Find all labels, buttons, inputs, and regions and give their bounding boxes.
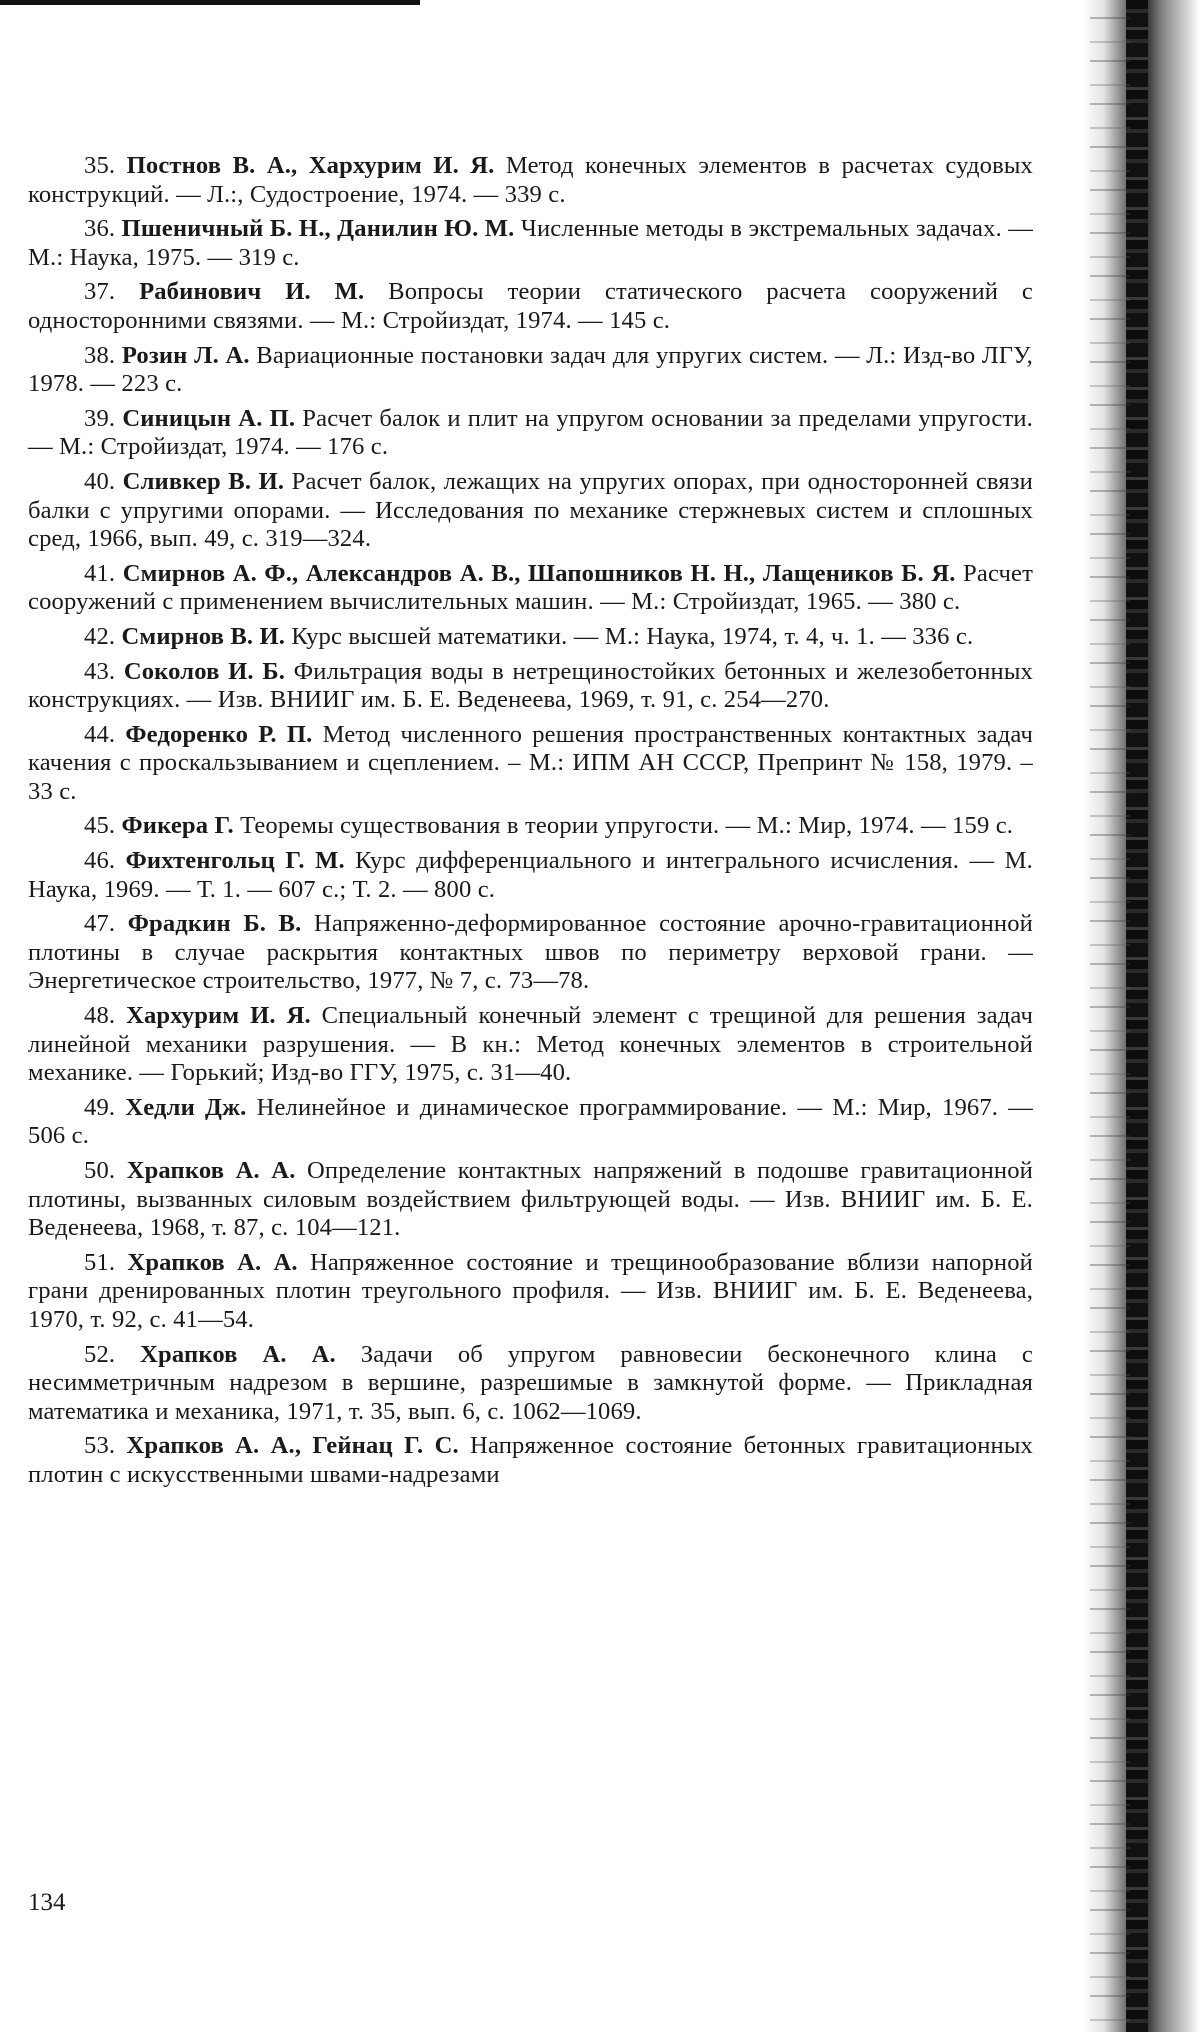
entry-author: Сливкер В. И. (122, 467, 285, 495)
bibliography-entry-45: 45. Фикера Г. Теоремы существования в теории упругости. — М.: Мир, 1974. — 159 с. (84, 812, 1014, 840)
bibliography-entry-52: 52. Храпков А. А. Задачи об упругом равновесии бесконечного клина с несимметричным надрезом в вершине, разрешимые в замкнутой форме. — Прикладная математика и механика, 1971, т. 35, вып. 6, с. 1062—1069. (28, 1340, 1033, 1425)
bibliography-entry-48: 48. Хархурим И. Я. Специальный конечный элемент с трещиной для решения задач линейной механики разрушения. — В кн.: Метод конечных элементов в строительной механике. — Горький; Изд-во ГГУ, 1975, с. 31—40. (28, 1002, 1033, 1087)
bibliography-entry-42: 42. Смирнов В. И. Курс высшей математики. — М.: Наука, 1974, т. 4, ч. 1. — 336 с. (84, 622, 974, 650)
entry-author: Храпков А. А. (126, 1157, 296, 1184)
entry-text: Расчет балок и плит на упругом основании за пределами упругости. — М.: Стройиздат, 1974. — 176 с. (28, 404, 1033, 461)
entry-author: Храпков А. А. (127, 1248, 298, 1276)
entry-text: Специальный конечный элемент с трещиной для решения задач линейной механики разрушения. — В кн.: Метод конечных элементов в строительной механике. — Горький; Изд-во ГГУ, 1975, с. 31—40. (28, 1002, 1033, 1087)
entry-text: Вопросы теории статического расчета сооружений с односторонними связями. — М.: Стройиздат, 1974. — 145 с. (28, 278, 1033, 334)
bibliography-entry-53: 53. Храпков А. А., Гейнац Г. С. Напряженное состояние бетонных гравитационных плотин с искусственными швами-надрезами (28, 1432, 1033, 1488)
entry-text: Нелинейное и динамическое программирование. — М.: Мир, 1967. — 506 с. (28, 1093, 1033, 1150)
entry-text: Напряженно-деформированное состояние арочно-гравитационной плотины в случае раскрытия контактных швов по периметру верховой грани. — Энергетическое строительство, 1977, № 7, с. 73—78. (28, 910, 1033, 995)
entry-text: Курс дифференциального и интегрального исчисления. — М. Наука, 1969. — Т. 1. — 607 с.; Т. 2. — 800 с. (28, 847, 1033, 903)
entry-text: Численные методы в экстремальных задачах. — М.: Наука, 1975. — 319 с. (28, 215, 1033, 271)
bibliography-entry-36: 36. Пшеничный Б. Н., Данилин Ю. М. Численные методы в экстремальных задачах. — М.: Наука, 1975. — 319 с. (28, 215, 1033, 271)
entry-author: Смирнов А. Ф., Александров А. В., Шапошников Н. Н., Лащеников Б. Я. (122, 559, 956, 587)
entry-text: Расчет сооружений с применением вычислительных машин. — М.: Стройиздат, 1965. — 380 с. (28, 559, 1033, 616)
bibliography-entry-50: 50. Храпков А. А. Определение контактных напряжений в подошве гравитационной плотины, вызванных силовым воздействием фильтрующей воды. — Изв. ВНИИГ им. Б. Е. Веденеева, 1968, т. 87, с. 104—121. (28, 1157, 1033, 1242)
entry-author: Фикера Г. (121, 812, 234, 840)
entry-text: Определение контактных напряжений в подошве гравитационной плотины, вызванных силовым воздействием фильтрующей воды. — Изв. ВНИИГ им. Б. Е. Веденеева, 1968, т. 87, с. 104—121. (28, 1157, 1033, 1242)
bibliography-entry-43: 43. Соколов И. Б. Фильтрация воды в нетрещиностойких бетонных и железобетонных конструкциях. — Изв. ВНИИГ им. Б. Е. Веденеева, 1969, т. 91, с. 254—270. (28, 657, 1033, 714)
bibliography-entry-46: 46. Фихтенгольц Г. М. Курс дифференциального и интегрального исчисления. — М. Наука, 1969. — Т. 1. — 607 с.; Т. 2. — 800 с. (28, 847, 1033, 903)
entry-text: Фильтрация воды в нетрещиностойких бетонных и железобетонных конструкциях. — Изв. ВНИИГ им. Б. Е. Веденеева, 1969, т. 91, с. 254—270. (28, 657, 1033, 714)
entry-author: Розин Л. А. (121, 341, 250, 369)
bibliography-entry-49: 49. Хедли Дж. Нелинейное и динамическое программирование. — М.: Мир, 1967. — 506 с. (28, 1093, 1033, 1150)
entry-author: Пшеничный Б. Н., Данилин Ю. М. (121, 215, 515, 243)
page-number: 134 (28, 1889, 66, 1916)
bibliography-list (28, 152, 1033, 1496)
entry-author: Синицын А. П. (122, 404, 296, 432)
entry-author: Храпков А. А. (140, 1340, 336, 1368)
entry-author: Фрадкин Б. В. (127, 910, 302, 938)
entry-text: Задачи об упругом равновесии бесконечного клина с несимметричным надрезом в вершине, разрешимые в замкнутой форме. — Прикладная математика и механика, 1971, т. 35, вып. 6, с. 1062—1069. (28, 1340, 1033, 1425)
entry-author: Смирнов В. И. (121, 622, 286, 650)
scan-binding-edge (1082, 0, 1200, 2032)
entry-author: Соколов И. Б. (123, 657, 286, 685)
bibliography-entry-38: 38. Розин Л. А. Вариационные постановки задач для упругих систем. — Л.: Изд-во ЛГУ, 1978. — 223 с. (28, 341, 1033, 398)
bibliography-entry-47: 47. Фрадкин Б. В. Напряженно-деформированное состояние арочно-гравитационной плотины в случае раскрытия контактных швов по периметру верховой грани. — Энергетическое строительство, 1977, № 7, с. 73—78. (28, 910, 1033, 995)
bibliography-entry-51: 51. Храпков А. А. Напряженное состояние и трещинообразование вблизи напорной грани дренированных плотин треугольного профиля. — Изв. ВНИИГ им. Б. Е. Веденеева, 1970, т. 92, с. 41—54. (28, 1248, 1033, 1333)
entry-text: Метод конечных элементов в расчетах судовых конструкций. — Л.:, Судостроение, 1974. — 339 с. (28, 152, 1033, 208)
top-rule (0, 0, 420, 5)
entry-text: Расчет балок, лежащих на упругих опорах, при односторонней связи балки с упругими опорами. — Исследования по механике стержневых систем и сплошных сред, 1966, вып. 49, с. 319—324. (28, 467, 1033, 553)
entry-text: Вариационные постановки задач для упругих систем. — Л.: Изд-во ЛГУ, 1978. — 223 с. (28, 341, 1033, 398)
entry-text: Напряженное состояние и трещинообразование вблизи напорной грани дренированных плотин треугольного профиля. — Изв. ВНИИГ им. Б. Е. Веденеева, 1970, т. 92, с. 41—54. (28, 1248, 1033, 1333)
entry-author: Фихтенгольц Г. М. (125, 847, 345, 875)
entry-author: Храпков А. А., Гейнац Г. С. (126, 1432, 459, 1460)
bibliography-entry-40: 40. Сливкер В. И. Расчет балок, лежащих на упругих опорах, при односторонней связи балки с упругими опорами. — Исследования по механике стержневых систем и сплошных сред, 1966, вып. 49, с. 319—324. (28, 467, 1033, 553)
entry-text: Метод численного решения пространственных контактных задач качения с проскальзыванием и сцеплением. – М.: ИПМ АН СССР, Препринт № 158, 1979. – 33 с. (28, 720, 1033, 805)
entry-author: Постнов В. А., Хархурим И. Я. (126, 152, 495, 179)
entry-text: Курс высшей математики. — М.: Наука, 1974, т. 4, ч. 1. — 336 с. (291, 622, 974, 650)
entry-text: Напряженное состояние бетонных гравитационных плотин с искусственными швами-надрезами (28, 1432, 1033, 1488)
bibliography-entry-35: 35. Постнов В. А., Хархурим И. Я. Метод конечных элементов в расчетах судовых конструкций. — Л.:, Судостроение, 1974. — 339 с. (28, 152, 1033, 208)
entry-author: Рабинович И. М. (139, 278, 365, 306)
bibliography-entry-41: 41. Смирнов А. Ф., Александров А. В., Шапошников Н. Н., Лащеников Б. Я. Расчет сооружений с применением вычислительных машин. — М.: Стройиздат, 1965. — 380 с. (28, 559, 1033, 616)
bibliography-entry-44: 44. Федоренко Р. П. Метод численного решения пространственных контактных задач качения с проскальзыванием и сцеплением. – М.: ИПМ АН СССР, Препринт № 158, 1979. – 33 с. (28, 720, 1033, 805)
bibliography-entry-39: 39. Синицын А. П. Расчет балок и плит на упругом основании за пределами упругости. — М.: Стройиздат, 1974. — 176 с. (28, 404, 1033, 461)
entry-author: Федоренко Р. П. (125, 720, 313, 748)
bibliography-entry-37: 37. Рабинович И. М. Вопросы теории статического расчета сооружений с односторонними связями. — М.: Стройиздат, 1974. — 145 с. (28, 278, 1033, 334)
entry-text: Теоремы существования в теории упругости. — М.: Мир, 1974. — 159 с. (240, 812, 1014, 840)
entry-author: Хархурим И. Я. (126, 1002, 311, 1030)
entry-author: Хедли Дж. (125, 1093, 247, 1121)
